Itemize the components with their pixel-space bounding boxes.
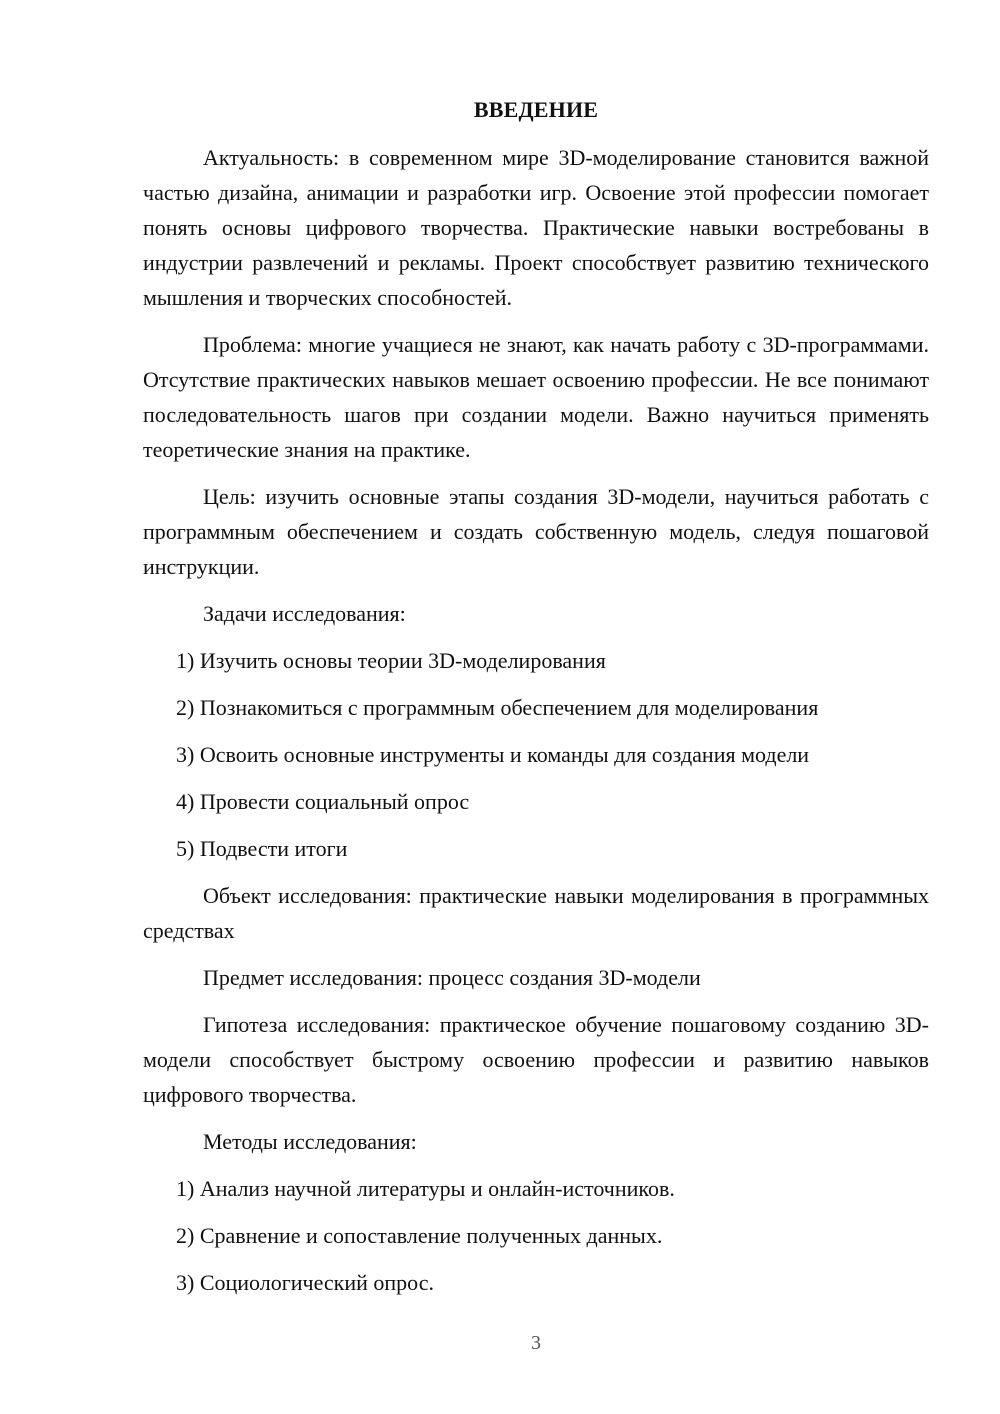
list-item: 1) Изучить основы теории 3D-моделирования (176, 648, 606, 673)
goal-paragraph: Цель: изучить основные этапы создания 3D-модели, научиться работать с программным обеспечением и создать собственную модель, следуя пошаговой инструкции. (143, 484, 929, 579)
section-title: ВВЕДЕНИЕ (473, 97, 599, 122)
list-item: 5) Подвести итоги (176, 836, 348, 861)
page-number: 3 (531, 1332, 541, 1354)
tasks-heading: Задачи исследования: (203, 601, 406, 626)
relevance-paragraph: Актуальность: в современном мире 3D-моделирование становится важной частью дизайна, анимации и разработки игр. Освоение этой профессии помогает понять основы цифрового творчества. Практические навыки востребованы в индустрии развлечений и рекламы. Проект способствует развитию технического мышления и творческих способностей. (143, 145, 929, 310)
list-item: 1) Анализ научной литературы и онлайн-источников. (176, 1176, 675, 1201)
list-item: 2) Сравнение и сопоставление полученных данных. (176, 1223, 663, 1248)
subject-paragraph: Предмет исследования: процесс создания 3D-модели (203, 965, 701, 990)
list-item: 3) Социологический опрос. (176, 1270, 434, 1295)
list-item: 3) Освоить основные инструменты и команды для создания модели (176, 742, 810, 767)
problem-paragraph: Проблема: многие учащиеся не знают, как начать работу с 3D-программами. Отсутствие практических навыков мешает освоению профессии. Не все понимают последовательность шагов при создании модели. Важно научиться применять теоретические знания на практике. (143, 332, 929, 462)
list-item: 4) Провести социальный опрос (176, 789, 470, 814)
list-item: 2) Познакомиться с программным обеспечением для моделирования (176, 695, 819, 720)
methods-heading: Методы исследования: (203, 1129, 417, 1154)
object-paragraph: Объект исследования: практические навыки моделирования в программных средствах (143, 883, 929, 943)
document-page (143, 92, 929, 1312)
hypothesis-paragraph: Гипотеза исследования: практическое обучение пошаговому созданию 3D-модели способствует быстрому освоению профессии и развитию навыков цифрового творчества. (143, 1012, 929, 1107)
